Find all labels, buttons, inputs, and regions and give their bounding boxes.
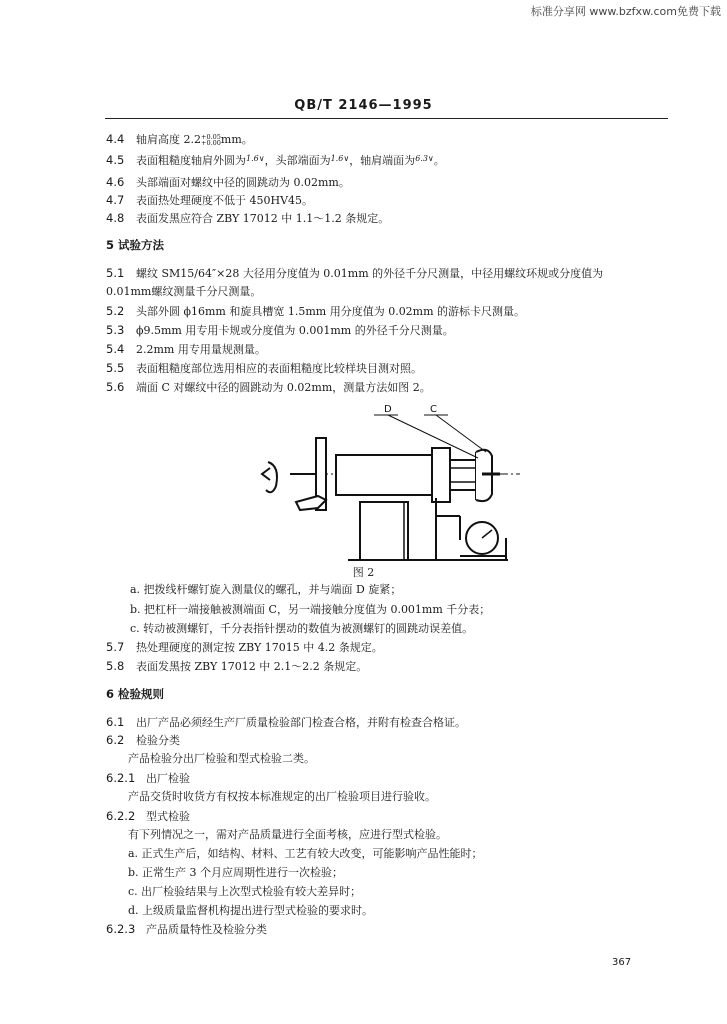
- nut-block: [432, 448, 450, 502]
- section-6-title: 6 检验规则: [106, 687, 165, 701]
- instrument-spindle: [336, 455, 434, 495]
- roughness-symbol: 1.6∨: [246, 154, 265, 163]
- clause-text: 出厂产品必须经生产厂质量检验部门检查合格，并附有检查合格证。: [136, 716, 466, 729]
- clause-number: 4.4: [106, 132, 125, 146]
- clause-number: 6.2: [106, 733, 125, 747]
- clause-text: 螺纹 SM15/64″×28 大径用分度值为 0.01mm 的外径千分尺测量，中径用螺纹环规或分度值为: [136, 267, 604, 280]
- clause-text: 表面发黑应符合 ZBY 17012 中 1.1～1.2 条规定。: [136, 212, 390, 225]
- roughness-value: 1.6: [330, 154, 344, 163]
- figure-note-a: a. 把拨线杆螺钉旋入测量仪的螺孔，并与端面 D 旋紧；: [130, 583, 402, 596]
- clause-text: 热处理硬度的测定按 ZBY 17015 中 4.2 条规定。: [136, 641, 383, 654]
- roughness-value: 1.6: [246, 154, 259, 163]
- clause-number: 4.8: [106, 211, 125, 225]
- clause-text: 0.01mm螺纹测量千分尺测量。: [106, 285, 262, 298]
- clause-text: ϕ9.5mm 用专用卡规或分度值为 0.001mm 的外径千分尺测量。: [136, 324, 454, 337]
- condition-a: a. 正式生产后，如结构、材料、工艺有较大改变，可能影响产品性能时；: [128, 847, 483, 860]
- clause-text: 2.2mm 用专用量规测量。: [136, 343, 266, 356]
- clause-text: 表面粗糙度轴肩外圆为: [136, 154, 246, 167]
- clause-number: 5.8: [106, 659, 125, 673]
- section-5-title: 5 试验方法: [106, 238, 165, 252]
- page-number: 367: [612, 957, 632, 968]
- condition-d: d. 上级质量监督机构提出进行型式检验的要求时。: [128, 904, 374, 917]
- clause-number: 4.6: [106, 175, 125, 189]
- rotation-arrow-head: [262, 468, 270, 480]
- clause-6-2-1: [106, 771, 190, 786]
- clause-text-mid: ，头部端面为: [264, 154, 331, 167]
- clause-number: 4.7: [106, 193, 125, 207]
- clause-6-2-2-body: 有下列情况之一，需对产品质量进行全面考核，应进行型式检验。: [128, 828, 447, 841]
- clause-text: 轴肩高度 2.2: [136, 133, 201, 146]
- clause-number: 6.2.2: [106, 809, 136, 823]
- label-c-leader: [436, 415, 486, 452]
- clause-text: 出厂检验: [146, 772, 190, 785]
- clause-text: 表面粗糙度部位选用相应的表面粗糙度比较样块目测对照。: [136, 362, 422, 375]
- roughness-symbol: 1.6∨: [330, 154, 350, 163]
- clause-5-7: [106, 640, 383, 655]
- clause-number: 6.2.3: [106, 922, 136, 936]
- clause-number: 5.7: [106, 640, 125, 654]
- clause-number: 4.5: [106, 153, 125, 167]
- clause-6-2: [106, 733, 180, 748]
- clause-text-end: 。: [433, 154, 445, 167]
- standard-number-header: QB/T 2146—1995: [294, 98, 433, 113]
- clause-number: 6.1: [106, 715, 125, 729]
- clause-number: 5.1: [106, 266, 125, 280]
- clause-6-2-2: [106, 809, 190, 824]
- clause-6-2-3: [106, 922, 267, 937]
- clause-number: 6.2.1: [106, 771, 136, 785]
- clause-text: 端面 C 对螺纹中径的圆跳动为 0.02mm，测量方法如图 2。: [136, 381, 431, 394]
- clause-suffix: mm。: [220, 133, 253, 146]
- clause-text: 型式检验: [146, 810, 190, 823]
- clause-6-1: [106, 715, 466, 730]
- threaded-bore: [450, 460, 476, 490]
- figure-note-b: b. 把杠杆一端接触被测端面 C，另一端接触分度值为 0.001mm 千分表；: [130, 603, 491, 616]
- clause-5-8: [106, 659, 367, 674]
- clause-text: 检验分类: [136, 734, 180, 747]
- clause-number: 5.5: [106, 361, 125, 375]
- figure-caption: 图 2: [352, 566, 375, 579]
- site-watermark: 标准分享网 www.bzfxw.com免费下载: [530, 5, 721, 18]
- clause-6-2-body: 产品检验分出厂检验和型式检验二类。: [128, 752, 315, 765]
- clause-text: 头部端面对螺纹中径的圆跳动为 0.02mm。: [136, 176, 350, 189]
- clause-number: 5.6: [106, 380, 125, 394]
- figure-note-c: c. 转动被测螺钉，千分表指针摆动的数值为被测螺钉的圆跳动误差值。: [130, 622, 474, 635]
- roughness-symbol: 6.3∨: [415, 154, 434, 163]
- support-base: [360, 502, 408, 560]
- clause-text: 表面发黑按 ZBY 17012 中 2.1～2.2 条规定。: [136, 660, 368, 673]
- tolerance-upper: +0.05: [201, 133, 221, 141]
- label-d: D: [384, 404, 392, 415]
- label-c: C: [430, 404, 437, 415]
- roughness-value: 6.3: [415, 154, 428, 163]
- clause-number: 5.2: [106, 304, 125, 318]
- clause-text: 头部外圆 ϕ16mm 和旋具槽宽 1.5mm 用分度值为 0.02mm 的游标卡尺测量。: [136, 305, 526, 318]
- clause-number: 5.4: [106, 342, 125, 356]
- clause-6-2-1-body: 产品交货时收货方有权按本标准规定的出厂检验项目进行验收。: [128, 790, 436, 803]
- tolerance-lower: +0.00: [201, 139, 221, 147]
- clause-number: 5.3: [106, 323, 125, 337]
- condition-b: b. 正常生产 3 个月应周期性进行一次检验；: [128, 866, 344, 879]
- clause-text: 表面热处理硬度不低于 450HV45。: [136, 194, 314, 207]
- clause-text-mid: ，轴肩端面为: [349, 154, 416, 167]
- condition-c: c. 出厂检验结果与上次型式检验有较大差异时；: [128, 885, 362, 898]
- clause-text: 产品质量特性及检验分类: [146, 923, 267, 936]
